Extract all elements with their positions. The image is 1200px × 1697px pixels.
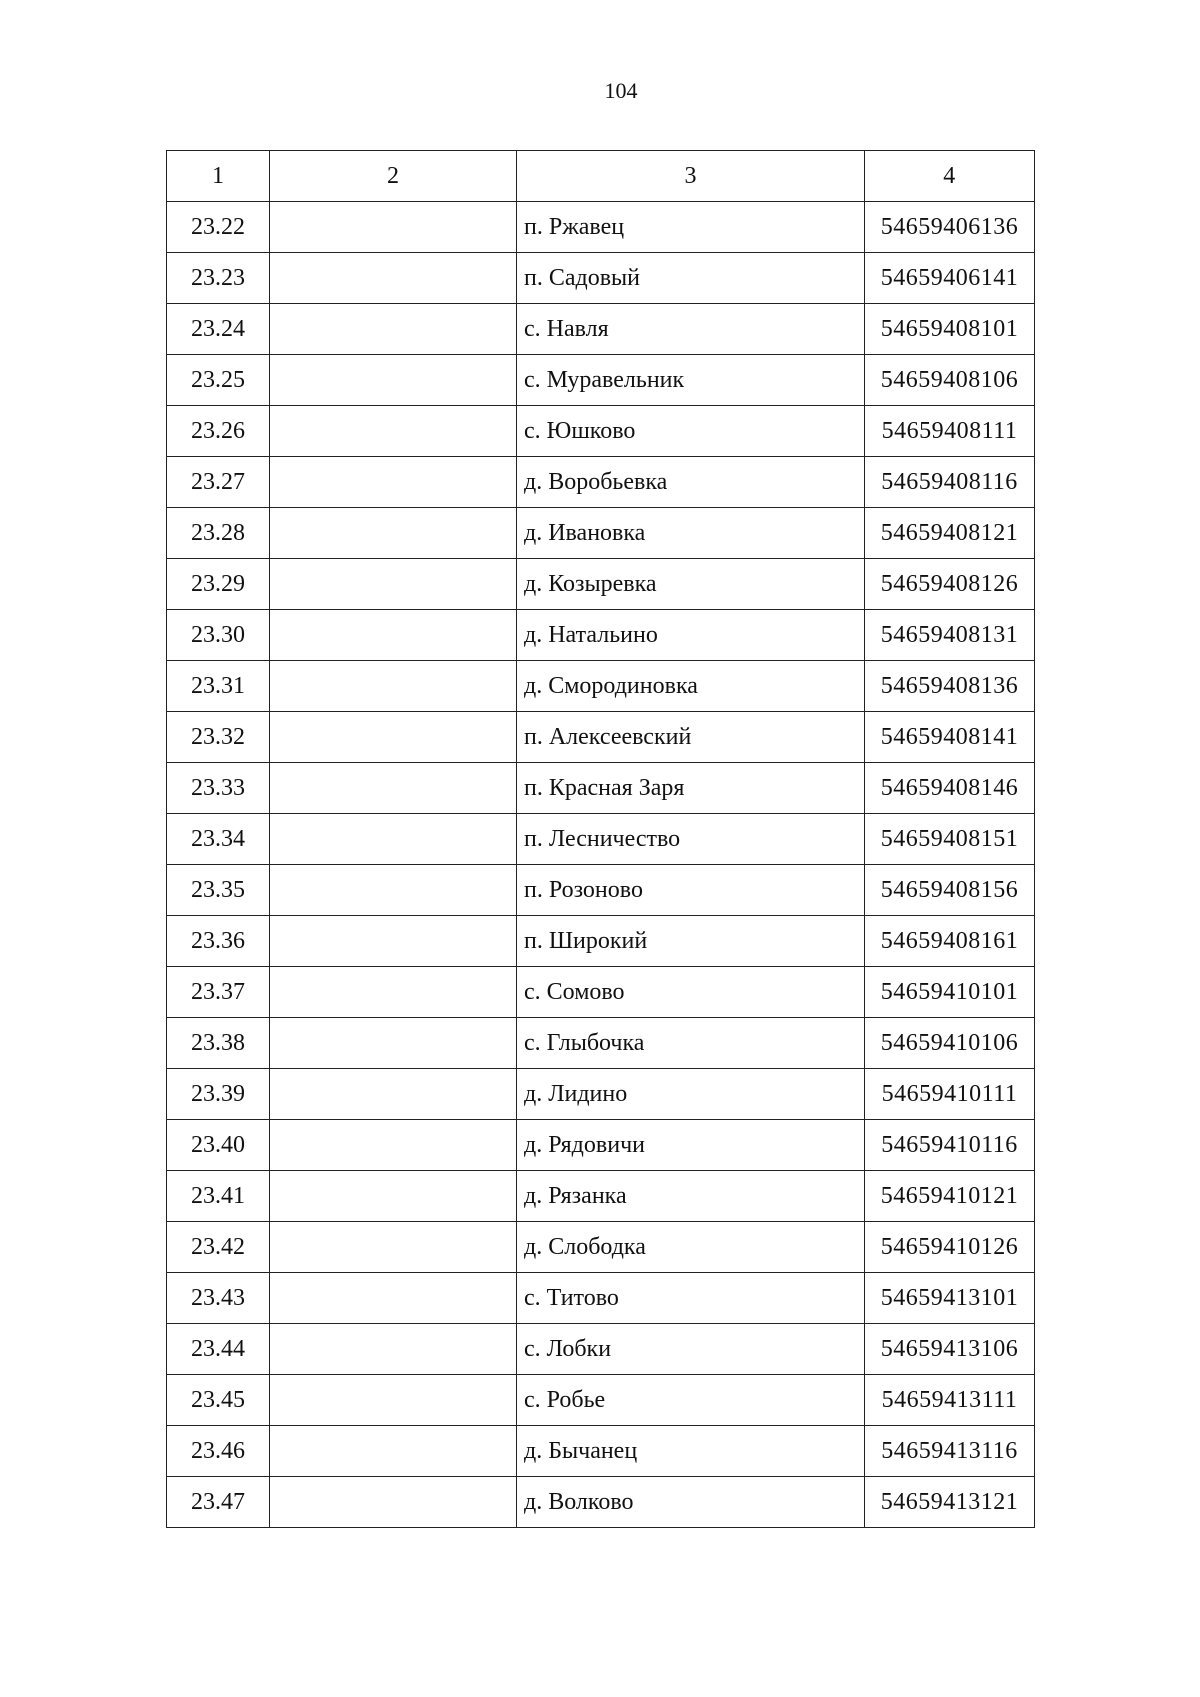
row-number: 23.46 (167, 1426, 270, 1477)
settlement-name: с. Лобки (517, 1324, 865, 1375)
row-empty-cell (270, 457, 517, 508)
row-empty-cell (270, 1324, 517, 1375)
settlement-name: с. Навля (517, 304, 865, 355)
oktmo-code: 54659408111 (865, 406, 1035, 457)
row-number: 23.38 (167, 1018, 270, 1069)
settlement-name: д. Рязанка (517, 1171, 865, 1222)
row-number: 23.43 (167, 1273, 270, 1324)
table-row (167, 712, 1035, 763)
table-row (167, 1171, 1035, 1222)
oktmo-code: 54659408101 (865, 304, 1035, 355)
table-row (167, 967, 1035, 1018)
table-row (167, 1018, 1035, 1069)
settlement-name: с. Сомово (517, 967, 865, 1018)
row-number: 23.47 (167, 1477, 270, 1528)
settlement-name: д. Ивановка (517, 508, 865, 559)
settlement-name: п. Садовый (517, 253, 865, 304)
oktmo-code: 54659408121 (865, 508, 1035, 559)
oktmo-code: 54659406141 (865, 253, 1035, 304)
row-empty-cell (270, 1120, 517, 1171)
row-number: 23.32 (167, 712, 270, 763)
settlement-name: с. Юшково (517, 406, 865, 457)
table-row (167, 1426, 1035, 1477)
oktmo-code: 54659408146 (865, 763, 1035, 814)
settlement-name: п. Ржавец (517, 202, 865, 253)
settlements-table (166, 150, 1035, 1528)
settlement-name: д. Бычанец (517, 1426, 865, 1477)
row-number: 23.27 (167, 457, 270, 508)
settlement-name: д. Смородиновка (517, 661, 865, 712)
row-number: 23.40 (167, 1120, 270, 1171)
row-empty-cell (270, 406, 517, 457)
row-empty-cell (270, 814, 517, 865)
row-number: 23.44 (167, 1324, 270, 1375)
table-row (167, 916, 1035, 967)
table-row (167, 559, 1035, 610)
table-row (167, 508, 1035, 559)
oktmo-code: 54659410126 (865, 1222, 1035, 1273)
row-empty-cell (270, 661, 517, 712)
settlement-name: с. Робье (517, 1375, 865, 1426)
settlement-name: п. Лесничество (517, 814, 865, 865)
row-number: 23.25 (167, 355, 270, 406)
row-number: 23.36 (167, 916, 270, 967)
settlement-name: п. Красная Заря (517, 763, 865, 814)
table-row (167, 1324, 1035, 1375)
table-row (167, 1273, 1035, 1324)
settlement-name: д. Рядовичи (517, 1120, 865, 1171)
row-empty-cell (270, 355, 517, 406)
settlement-name: п. Розоново (517, 865, 865, 916)
row-number: 23.30 (167, 610, 270, 661)
settlement-name: д. Волково (517, 1477, 865, 1528)
oktmo-code: 54659413111 (865, 1375, 1035, 1426)
oktmo-code: 54659408131 (865, 610, 1035, 661)
oktmo-code: 54659408106 (865, 355, 1035, 406)
oktmo-code: 54659408161 (865, 916, 1035, 967)
table-row (167, 1069, 1035, 1120)
oktmo-code: 54659410106 (865, 1018, 1035, 1069)
row-number: 23.26 (167, 406, 270, 457)
table-row (167, 865, 1035, 916)
row-empty-cell (270, 1273, 517, 1324)
row-empty-cell (270, 916, 517, 967)
row-number: 23.41 (167, 1171, 270, 1222)
row-empty-cell (270, 865, 517, 916)
table-row (167, 610, 1035, 661)
column-header: 3 (517, 151, 865, 202)
table-body (167, 151, 1035, 1528)
table-row (167, 814, 1035, 865)
row-number: 23.45 (167, 1375, 270, 1426)
row-number: 23.24 (167, 304, 270, 355)
oktmo-code: 54659408151 (865, 814, 1035, 865)
oktmo-code: 54659410121 (865, 1171, 1035, 1222)
settlement-name: с. Муравельник (517, 355, 865, 406)
column-header: 4 (865, 151, 1035, 202)
row-number: 23.28 (167, 508, 270, 559)
table-row (167, 304, 1035, 355)
oktmo-code: 54659408136 (865, 661, 1035, 712)
settlement-name: д. Воробьевка (517, 457, 865, 508)
table-row (167, 355, 1035, 406)
oktmo-code: 54659413106 (865, 1324, 1035, 1375)
settlement-name: д. Козыревка (517, 559, 865, 610)
table-header-row (167, 151, 1035, 202)
row-number: 23.33 (167, 763, 270, 814)
oktmo-code: 54659413116 (865, 1426, 1035, 1477)
row-empty-cell (270, 1171, 517, 1222)
settlement-name: с. Титово (517, 1273, 865, 1324)
row-empty-cell (270, 1069, 517, 1120)
row-number: 23.29 (167, 559, 270, 610)
table-row (167, 406, 1035, 457)
settlement-name: д. Слободка (517, 1222, 865, 1273)
settlement-name: д. Лидино (517, 1069, 865, 1120)
row-empty-cell (270, 1426, 517, 1477)
row-empty-cell (270, 1375, 517, 1426)
oktmo-code: 54659410116 (865, 1120, 1035, 1171)
settlement-name: п. Широкий (517, 916, 865, 967)
settlement-name: с. Глыбочка (517, 1018, 865, 1069)
table-row (167, 253, 1035, 304)
table-row (167, 661, 1035, 712)
row-empty-cell (270, 712, 517, 763)
row-number: 23.42 (167, 1222, 270, 1273)
row-empty-cell (270, 763, 517, 814)
oktmo-code: 54659406136 (865, 202, 1035, 253)
row-empty-cell (270, 508, 517, 559)
row-empty-cell (270, 610, 517, 661)
oktmo-code: 54659410111 (865, 1069, 1035, 1120)
oktmo-code: 54659408141 (865, 712, 1035, 763)
oktmo-code: 54659408126 (865, 559, 1035, 610)
row-empty-cell (270, 1018, 517, 1069)
oktmo-code: 54659408156 (865, 865, 1035, 916)
row-empty-cell (270, 202, 517, 253)
row-number: 23.35 (167, 865, 270, 916)
column-header: 2 (270, 151, 517, 202)
row-empty-cell (270, 559, 517, 610)
column-header: 1 (167, 151, 270, 202)
row-empty-cell (270, 967, 517, 1018)
table-row (167, 1222, 1035, 1273)
row-number: 23.23 (167, 253, 270, 304)
row-number: 23.39 (167, 1069, 270, 1120)
table-row (167, 202, 1035, 253)
settlement-name: п. Алексеевский (517, 712, 865, 763)
oktmo-code: 54659410101 (865, 967, 1035, 1018)
settlement-name: д. Натальино (517, 610, 865, 661)
row-number: 23.37 (167, 967, 270, 1018)
oktmo-code: 54659413101 (865, 1273, 1035, 1324)
row-empty-cell (270, 304, 517, 355)
row-empty-cell (270, 253, 517, 304)
row-number: 23.22 (167, 202, 270, 253)
oktmo-code: 54659413121 (865, 1477, 1035, 1528)
row-number: 23.31 (167, 661, 270, 712)
page-number: 104 (604, 78, 638, 103)
table-row (167, 763, 1035, 814)
row-number: 23.34 (167, 814, 270, 865)
table-row (167, 1375, 1035, 1426)
table-row (167, 1477, 1035, 1528)
table-row (167, 457, 1035, 508)
table-row (167, 1120, 1035, 1171)
oktmo-code: 54659408116 (865, 457, 1035, 508)
row-empty-cell (270, 1222, 517, 1273)
row-empty-cell (270, 1477, 517, 1528)
